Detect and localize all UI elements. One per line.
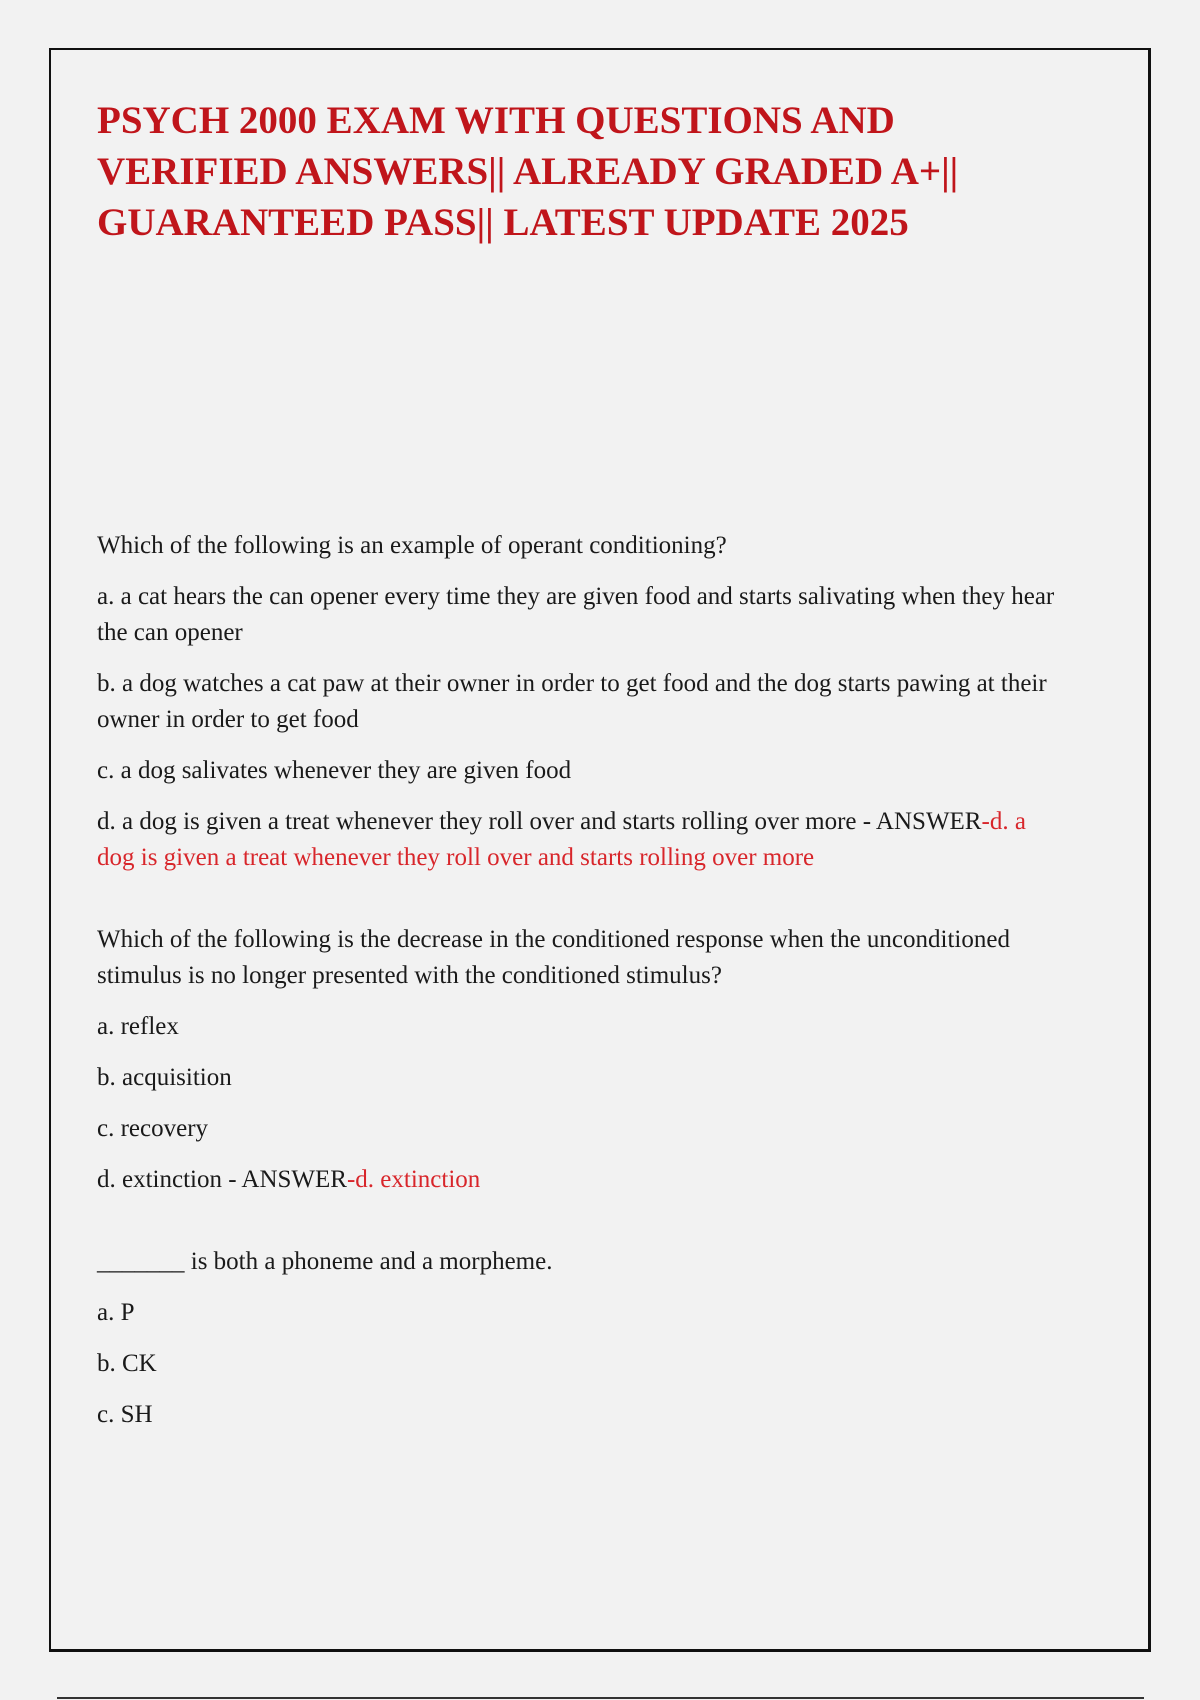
document-header [97, 95, 1057, 248]
document-title: PSYCH 2000 EXAM WITH QUESTIONS AND VERIFIED ANSWERS|| ALREADY GRADED A+|| GUARANTEED PASS|| LATEST UPDATE 2025 [97, 99, 959, 244]
question-2-option-c: c. recovery [97, 1115, 209, 1142]
question-1-option-d [97, 804, 1057, 876]
question-2-option-d [97, 1162, 1057, 1198]
question-3-option-b: b. CK [97, 1350, 157, 1377]
question-1 [97, 528, 1057, 876]
question-2-answer: -d. extinction [346, 1166, 481, 1193]
question-1-answer: -d. a dog is given a treat whenever they roll over and starts rolling over more [97, 808, 1026, 871]
question-1-option-d-text: d. a dog is given a treat whenever they roll over and starts rolling over more - ANSWER [97, 808, 982, 835]
question-2-option-b: b. acquisition [97, 1064, 232, 1091]
question-3-option-c: c. SH [97, 1401, 153, 1428]
question-2-option-d-text: d. extinction - ANSWER [97, 1166, 347, 1193]
question-2-text: Which of the following is the decrease in the conditioned response when the unconditioned stimulus is no longer presented with the conditioned stimulus? [97, 926, 1010, 989]
question-1-option-a: a. a cat hears the can opener every time they are given food and starts salivating when they hear the can opener [97, 583, 1055, 646]
next-page-top-rule [57, 1697, 1144, 1699]
question-2-option-a: a. reflex [97, 1013, 179, 1040]
question-1-option-b: b. a dog watches a cat paw at their owner in order to get food and the dog starts pawing at their owner in order to get food [97, 670, 1047, 733]
question-1-option-c: c. a dog salivates whenever they are given food [97, 757, 572, 784]
question-3-text: _______ is both a phoneme and a morpheme. [97, 1248, 553, 1275]
question-3-option-a: a. P [97, 1299, 135, 1326]
question-2 [97, 922, 1057, 1198]
question-1-text: Which of the following is an example of operant conditioning? [97, 532, 727, 559]
question-3 [97, 1244, 1057, 1433]
question-list [97, 528, 1057, 1479]
